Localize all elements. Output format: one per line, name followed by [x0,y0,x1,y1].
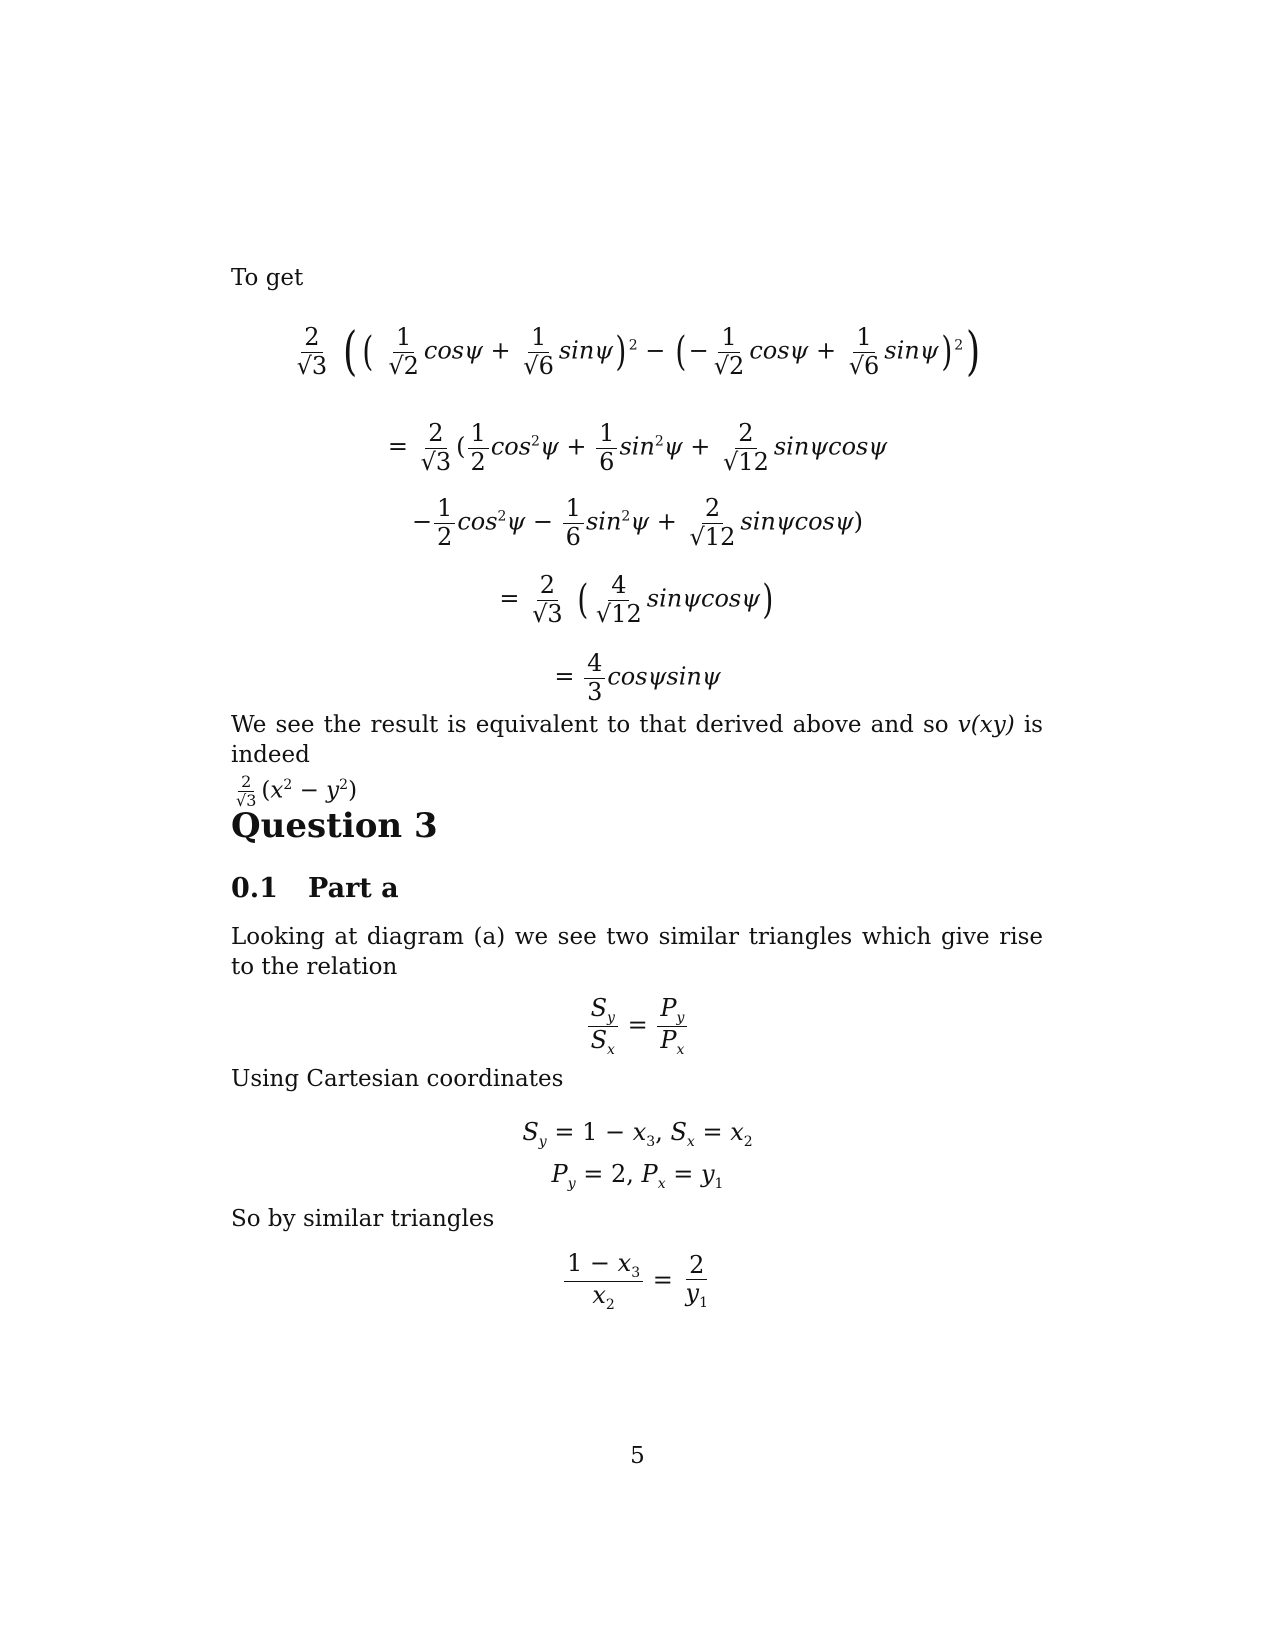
equation-line-5: = $\frac{4}{3}$ cosψsinψ [554,649,721,706]
paragraph-cartesian: Using Cartesian coordinates [231,1066,564,1092]
equation-ratio: $\frac{S_y}{S_x}$ = $\frac{P_y}{P_x}$ [0,995,1275,1058]
section-heading: 0.1 Part a [231,873,399,904]
equation-py-px: $P_y = 2$, $P_x = y_1$ [551,1160,724,1192]
equation-line-3: − $\frac{1}{2}$ $\cos^2\psi$ − $\frac{1}{6}$ $\sin^2\psi$ + $\frac{2}{√12}$ sinψcosψ) [411,494,864,551]
inline-fraction: $\frac{2}{√3}$ [236,771,257,811]
question-heading: Question 3 [231,806,438,846]
equation-line-2: = $\frac{2}{√3}$ ( $\frac{1}{2}$ $\cos^2\psi$ + $\frac{1}{6}$ $\sin^2\psi$ + $\frac{2}{√12}$ sinψcosψ [387,419,888,476]
page-number: 5 [630,1443,645,1469]
equation-line-4: = $\frac{2}{√3}$ ( $\frac{4}{√12}$ sinψcosψ) [499,571,774,628]
paragraph-result: We see the result is equivalent to that derived above and so v(xy) is indeed $\frac{2}{√3}$ $(x^2 - y^2)$ [231,712,1043,811]
equation-final: $\frac{1 - x_3}{x_2}$ = $\frac{2}{y_1}$ [0,1250,1275,1313]
paragraph-looking: Looking at diagram (a) we see two similar triangles which give rise to the relation [231,924,1043,980]
paragraph-to-get: To get [231,265,304,291]
paragraph-similar: So by similar triangles [231,1206,495,1232]
equation-sy-sx: $S_y = 1 - x_3$, $S_x = x_2$ [522,1118,753,1150]
equation-line-1: $\frac{2}{√3}$ ( ( $\frac{1}{√2}$ cosψ + $\frac{1}{√6}$ sinψ) $^2$ − (− $\frac{1}{√2}$ cosψ + $\frac{1}{√6}$ sinψ) $^2$) [296,322,981,382]
